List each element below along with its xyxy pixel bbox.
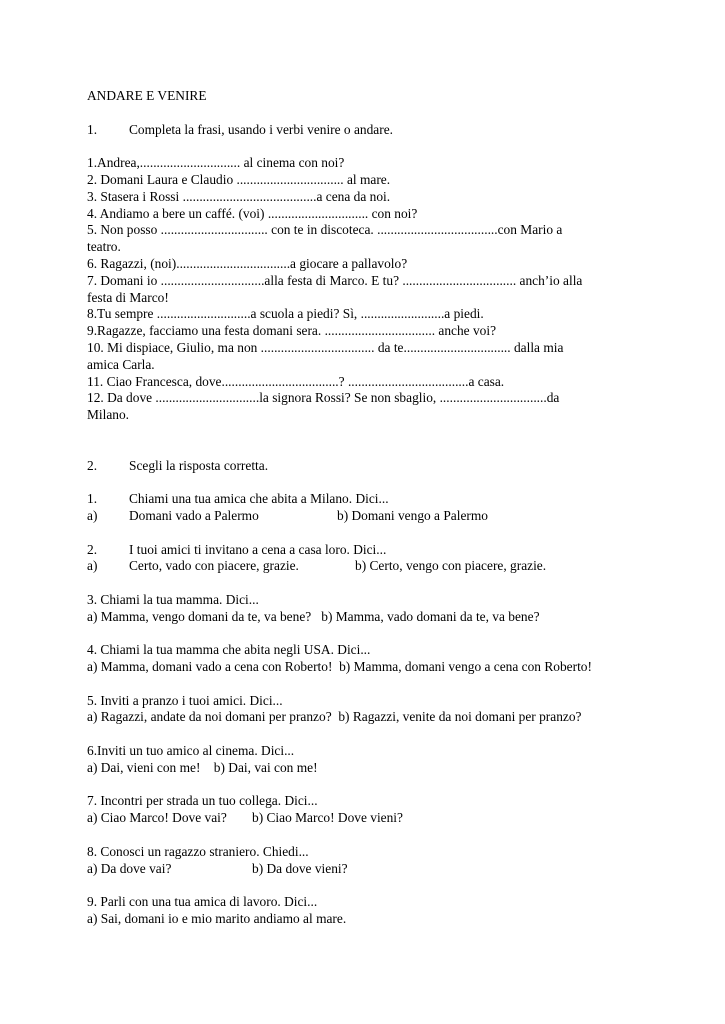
section1-heading bbox=[87, 122, 647, 139]
option-a: Certo, vado con piacere, grazie. bbox=[129, 558, 299, 574]
exercise-line: 1.Andrea,.............................. al cinema con noi? bbox=[87, 155, 345, 171]
worksheet bbox=[87, 88, 647, 928]
exercise-line: 10. Mi dispiace, Giulio, ma non .................................. da te................................ dalla mia bbox=[87, 339, 564, 355]
exercise-line: 5. Non posso ................................ con te in discoteca. ....................................con Mario a bbox=[87, 222, 563, 238]
question-1: 1. Chiami una tua amica che abita a Milano. Dici... bbox=[87, 491, 389, 507]
answers-7 bbox=[87, 810, 647, 827]
option-b: b) Domani vengo a Palermo bbox=[337, 507, 488, 523]
question-9: 9. Parli con una tua amica di lavoro. Dici... bbox=[87, 894, 318, 910]
question-8: 8. Conosci un ragazzo straniero. Chiedi... bbox=[87, 843, 309, 859]
answers-5: a) Ragazzi, andate da noi domani per pranzo? b) Ragazzi, venite da noi domani per pranzo? bbox=[87, 709, 582, 725]
question-3: 3. Chiami la tua mamma. Dici... bbox=[87, 591, 259, 607]
exercise-line: 3. Stasera i Rossi ........................................a cena da noi. bbox=[87, 188, 391, 204]
exercise-line: 4. Andiamo a bere un caffé. (voi) .............................. con noi? bbox=[87, 205, 418, 221]
exercise-line: 9.Ragazze, facciamo una festa domani sera. ................................. anche voi? bbox=[87, 323, 497, 339]
answers-8 bbox=[87, 861, 647, 878]
question-6: 6.Inviti un tuo amico al cinema. Dici... bbox=[87, 743, 295, 759]
worksheet-title: ANDARE E VENIRE bbox=[87, 88, 207, 103]
section1-number: 1. bbox=[87, 121, 98, 137]
answers-3: a) Mamma, vengo domani da te, va bene? b) Mamma, vado domani da te, va bene? bbox=[87, 608, 540, 624]
option-a: a) Da dove vai? bbox=[87, 860, 172, 876]
question-5: 5. Inviti a pranzo i tuoi amici. Dici... bbox=[87, 692, 283, 708]
section1-instruction: Completa la frasi, usando i verbi venire o andare. bbox=[129, 121, 394, 137]
answers-2: a) Certo, vado con piacere, grazie. b) Certo, vengo con piacere, grazie. bbox=[87, 558, 547, 574]
exercise-line: 2. Domani Laura e Claudio ................................ al mare. bbox=[87, 171, 391, 187]
section2-heading bbox=[87, 458, 647, 475]
question-2: 2. I tuoi amici ti invitano a cena a casa loro. Dici... bbox=[87, 541, 387, 557]
exercise-line: amica Carla. bbox=[87, 356, 155, 372]
answers-1: a) Domani vado a Palermo b) Domani vengo a Palermo bbox=[87, 507, 488, 523]
section2-instruction: Scegli la risposta corretta. bbox=[129, 457, 269, 473]
option-a: a) Ciao Marco! Dove vai? bbox=[87, 810, 227, 826]
option-b: b) Da dove vieni? bbox=[252, 860, 348, 876]
exercise-line: festa di Marco! bbox=[87, 289, 169, 305]
option-b: b) Certo, vengo con piacere, grazie. bbox=[355, 558, 547, 574]
section2-number: 2. bbox=[87, 457, 98, 473]
question-7: 7. Incontri per strada un tuo collega. Dici... bbox=[87, 793, 318, 809]
exercise-line: 12. Da dove ...............................la signora Rossi? Se non sbaglio, ................................da bbox=[87, 390, 560, 406]
option-a: Domani vado a Palermo bbox=[129, 507, 259, 523]
exercise-line: 6. Ragazzi, (noi)..................................a giocare a pallavolo? bbox=[87, 255, 408, 271]
answers-6: a) Dai, vieni con me! b) Dai, vai con me! bbox=[87, 759, 318, 775]
option-b: b) Ciao Marco! Dove vieni? bbox=[252, 810, 403, 826]
answers-4: a) Mamma, domani vado a cena con Roberto! b) Mamma, domani vengo a cena con Roberto! bbox=[87, 659, 592, 675]
exercise-line: 11. Ciao Francesca, dove...................................? ....................................a casa. bbox=[87, 373, 505, 389]
exercise-line: 8.Tu sempre ............................a scuola a piedi? Sì, .........................a piedi. bbox=[87, 306, 484, 322]
exercise-line: Milano. bbox=[87, 407, 130, 423]
exercise-line: 7. Domani io ...............................alla festa di Marco. E tu? .................................. anch’io alla bbox=[87, 272, 583, 288]
question-4: 4. Chiami la tua mamma che abita negli USA. Dici... bbox=[87, 642, 371, 658]
exercise-line: teatro. bbox=[87, 239, 121, 255]
answers-9: a) Sai, domani io e mio marito andiamo al mare. bbox=[87, 911, 347, 927]
